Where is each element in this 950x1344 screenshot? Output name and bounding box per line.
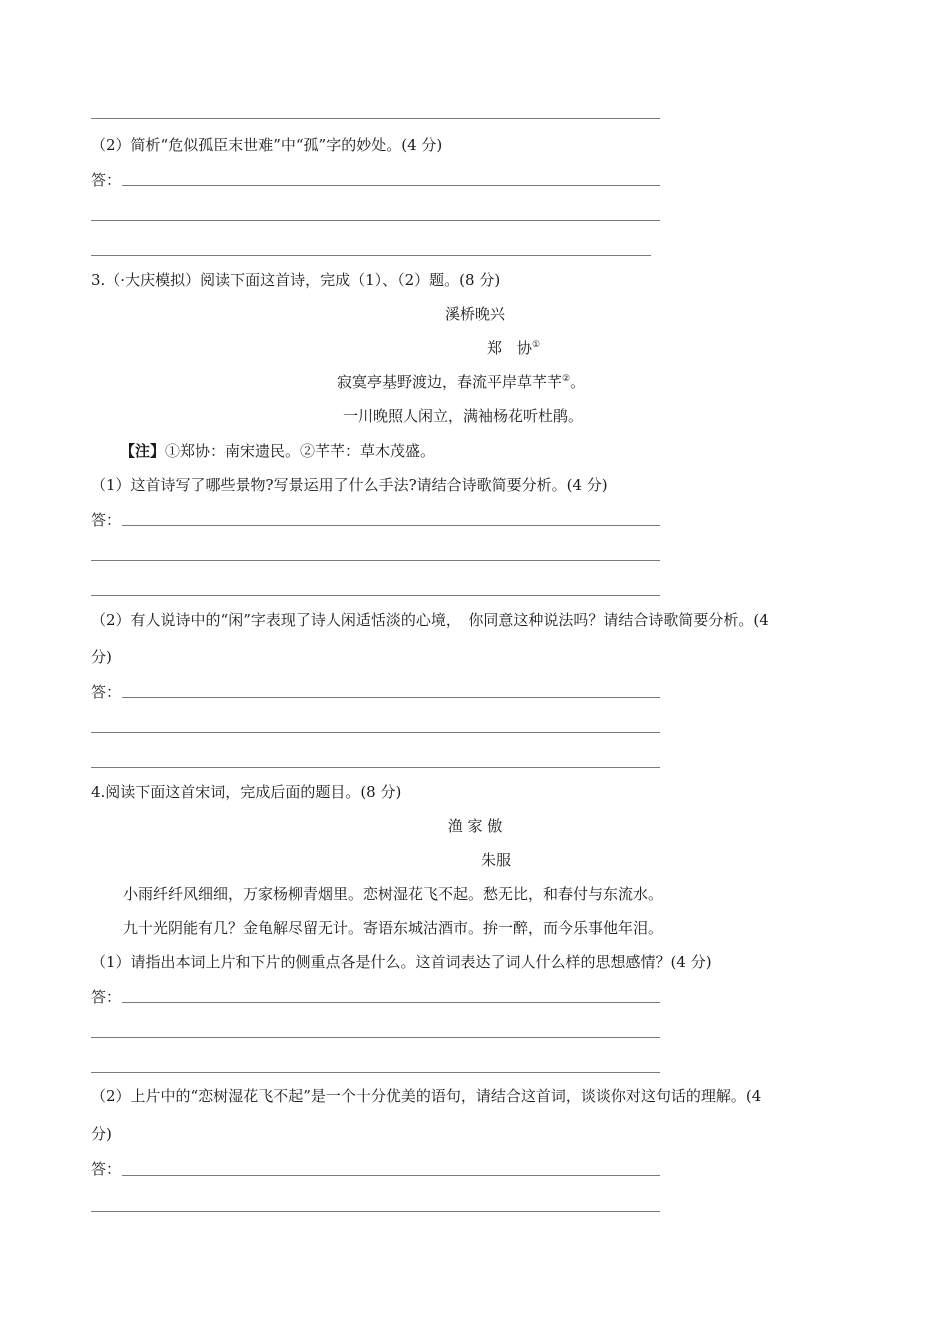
- answer-line: [122, 697, 660, 698]
- poem-note: [120, 441, 435, 461]
- answer-line: [91, 255, 651, 256]
- poem-line-1: [337, 372, 585, 392]
- answer-line: [122, 1002, 660, 1003]
- question-4-sub2: （2）上片中的“恋树湿花飞不起”是一个十分优美的语句，请结合这首词，谈谈你对这句话的理解。(4: [91, 1087, 762, 1105]
- poem-line-2: 一川晚照人闲立，满袖杨花听杜鹃。: [343, 407, 584, 425]
- footnote-mark: ①: [532, 340, 541, 350]
- question-3-sub1: （1）这首诗写了哪些景物?写景运用了什么手法?请结合诗歌简要分析。(4 分): [91, 476, 608, 494]
- question-4-sub1: （1）请指出本词上片和下片的侧重点各是什么。这首词表达了词人什么样的思想感情？(4 分): [91, 953, 712, 971]
- footnote-mark: ②: [562, 374, 571, 384]
- question-4-sub2-cont: 分): [91, 1125, 112, 1143]
- question-4-heading: 4.阅读下面这首宋词，完成后面的题目。(8 分): [91, 783, 402, 801]
- answer-line: [122, 1175, 660, 1176]
- answer-line: [122, 525, 660, 526]
- answer-line: [91, 732, 660, 733]
- poem-title: 溪桥晚兴: [444, 305, 505, 323]
- answer-line: [91, 1211, 660, 1212]
- poem-line-2: 九十光阴能有几？金龟解尽留无计。寄语东城沽酒市。拚一醉，而今乐事他年泪。: [123, 919, 664, 937]
- answer-line: [91, 560, 660, 561]
- answer-label: 答：: [91, 683, 122, 701]
- note-text: ①郑协：南宋遗民。②芊芊：草木茂盛。: [165, 442, 436, 460]
- answer-line: [91, 1072, 660, 1073]
- answer-line: [122, 185, 660, 186]
- answer-line: [91, 595, 660, 596]
- question-2-sub2: （2）简析“危似孤臣末世难”中“孤”字的妙处。(4 分): [91, 136, 443, 154]
- poem-author: 朱服: [481, 851, 512, 869]
- poem-author: [487, 338, 540, 358]
- answer-line: [91, 1037, 660, 1038]
- poem-title: 渔 家 傲: [447, 817, 503, 835]
- author-name: 郑 协: [487, 339, 533, 357]
- answer-label: 答：: [91, 171, 122, 189]
- answer-line: [91, 118, 660, 119]
- poem-line-1: 小雨纤纤风细细，万家杨柳青烟里。恋树湿花飞不起。愁无比，和春付与东流水。: [123, 885, 664, 903]
- answer-line: [91, 220, 660, 221]
- answer-label: 答：: [91, 1160, 122, 1178]
- poem-line-1-text: 寂寞亭基野渡边，春流平岸草芊芊: [337, 373, 563, 391]
- question-3-sub2: （2）有人说诗中的“闲”字表现了诗人闲适恬淡的心境， 你同意这种说法吗？请结合诗歌简要分析。(4: [91, 611, 769, 629]
- answer-label: 答：: [91, 988, 122, 1006]
- question-3-heading: 3.（·大庆模拟）阅读下面这首诗，完成（1）、（2）题。(8 分): [91, 271, 501, 289]
- answer-label: 答：: [91, 511, 122, 529]
- answer-line: [91, 767, 660, 768]
- poem-line-1-end: 。: [570, 373, 586, 391]
- note-bracket: 【注】: [120, 442, 166, 460]
- question-3-sub2-cont: 分): [91, 648, 112, 666]
